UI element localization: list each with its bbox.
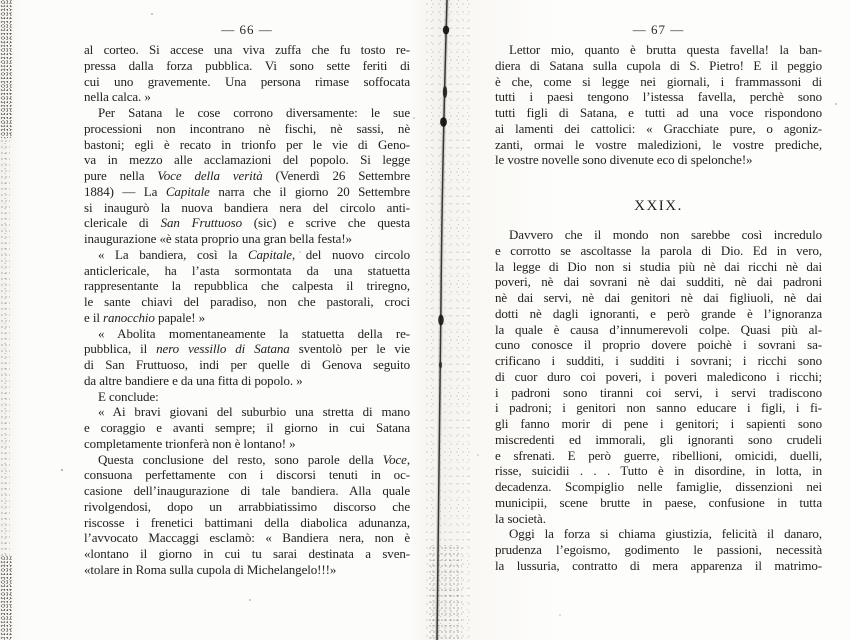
paragraph (84, 404, 410, 451)
page-body (84, 42, 410, 578)
text-line: la società. (495, 510, 546, 526)
text-line: pure nella Voce della verità (Venerdì 26 Settembre (84, 168, 410, 183)
scan-noise-gutter (424, 0, 472, 640)
text-line: pubblica, il nero vessillo di Satana sventolò per le vie (84, 341, 411, 357)
text-line: tutti i paesi tengono l’istessa favella, perchè sono (495, 89, 822, 105)
text-line: i padroni; i genitori non sanno educare i figli, i fi- (495, 400, 822, 416)
paragraph (495, 526, 822, 573)
text-line: pressa dalla forza pubblica. Vi sono sette feriti di (84, 57, 410, 73)
text-line: i padroni sono tiranni coi servi, i servi tradiscono (495, 384, 822, 400)
text-line: Per Satana le cose corrono diversamente: le sue (98, 105, 410, 120)
text-line: le sante chiavi del paradiso, non che pastorali, croci (84, 294, 410, 309)
text-line: la lussuria, contratto di mera apparenza il matrimo- (495, 557, 822, 573)
text-line: e il ranocchio papale! » (84, 309, 206, 325)
text-line: Oggi la forza si chiama giustizia, felicità il danaro, (509, 526, 822, 542)
paragraph (495, 227, 822, 526)
text-line: va in mezzo alle acclamazioni del popolo. Si legge (84, 152, 410, 168)
page-number: — 66 — (221, 22, 273, 37)
text-line: la legge di Dio non si studia più nè dai ricchi nè dai (495, 258, 822, 274)
paragraph (84, 42, 410, 105)
text-line: gli fanno morir di pene i genitori; i sapienti sono (495, 416, 822, 431)
text-line: zanti, ormai le vostre maledizioni, le vostre prediche, (495, 136, 822, 152)
text-line: bastoni; egli è recato in trionfo per le vie di Geno- (84, 136, 410, 152)
text-line: la quale è causa d’innumerevoli colpe. Quasi più al- (495, 321, 822, 337)
scan-noise-edge-top-left (0, 0, 13, 138)
text-line: è che, come si legge nei giornali, i frammassoni di (495, 73, 822, 89)
text-line: da altre bandiere e da una fitta di popolo. » (84, 372, 303, 388)
chapter-heading: XXIX. (634, 198, 683, 214)
text-line: poveri, nè dai sovrani nè dai sudditi, nè dai padroni (495, 274, 822, 290)
text-line: municipii, scene brutte in paese, confusione in tutta (495, 494, 822, 510)
text-line: e sfrenati. E però guerre, ribellioni, omicidi, duelli, (495, 447, 822, 463)
text-line: e coraggio e avanti sempre; il giorno in cui Satana (84, 420, 410, 435)
text-line: riscosse i frenetici battimani della diabolica adunanza, (84, 514, 410, 530)
paragraph (84, 247, 410, 326)
text-line: rappresentante la repubblica che calpesta il triregno, (84, 278, 410, 294)
text-line: Davvero che il mondo non sarebbe così incredulo (509, 227, 822, 242)
text-line: risse, suicidii . . . Tutto è in disordine, in lotta, in (495, 463, 822, 479)
text-line: cuno conosce il proprio dovere poichè i sovrani sa- (495, 337, 822, 353)
text-line: Lettor mio, quanto è brutta questa favella! la ban- (509, 42, 822, 57)
text-line: l’avvocato Maccaggi esclamò: « Bandiera nera, non è (84, 530, 410, 546)
page-number: — 67 — (632, 22, 685, 37)
paragraph (84, 105, 410, 247)
text-line: diera di Satana sulla cupola di S. Pietro! E il peggio (495, 57, 822, 73)
page-66 (84, 22, 410, 578)
text-line: cui uno gravemente. Una persona rimase soffocata (84, 73, 410, 89)
text-line: « Ai bravi giovani del suburbio una stretta di mano (98, 404, 410, 420)
text-line: miscredenti ed immorali, gli ignoranti sono crudeli (495, 431, 822, 447)
scan-noise-edge-bottom-left (0, 556, 12, 640)
text-line: le vostre novelle sono divenute eco di spelonche!» (495, 152, 753, 168)
text-line: rivolgendosi, dopo un arrabbiatissimo discorso che (84, 498, 410, 514)
text-line: inaugurazione «è stata proprio una gran bella festa!» (84, 231, 352, 246)
text-line: consuona perfettamente con i discorsi tenuti in oc- (84, 467, 410, 483)
text-line: e corrotto se ascoltasse la parola di Dio. Ed in vero, (495, 242, 822, 258)
text-line: ai lamenti dei cattolici: « Gracchiate pure, o agoniz- (495, 120, 822, 136)
text-line: 1884) — La Capitale narra che il giorno 20 Settembre (84, 183, 410, 199)
paragraph (84, 389, 410, 405)
paragraph (84, 452, 410, 578)
text-line: tutti figli di Satana, e tutti ad una voce rispondono (495, 105, 822, 120)
text-line: E conclude: (98, 388, 159, 404)
paragraph (495, 42, 822, 168)
text-line: casione dell’inaugurazione di tale bandiera. Alla quale (84, 483, 410, 498)
text-line: prudenza l’egoismo, godimento le passioni, necessità (495, 542, 822, 557)
page-67 (495, 22, 822, 574)
text-line: di San Fruttuoso, indi per quelle di Genova seguito (84, 357, 410, 372)
text-line: « Abolita momentaneamente la statuetta della re- (98, 325, 410, 341)
text-line: «lontano il giorno in cui tu sarai destinata a sven- (84, 546, 410, 561)
text-line: completamente trionferà non è lontano! » (84, 435, 296, 451)
text-line: « La bandiera, così la Capitale, del nuovo circolo (98, 246, 410, 262)
text-line: processioni non incontrano nè fischi, nè sassi, nè (84, 120, 410, 136)
text-line: nè dai servi, nè dai genitori nè dai figliuoli, nè dai (495, 290, 822, 305)
page-body (495, 42, 822, 574)
text-line: Questa conclusione del resto, sono parole della Voce, (98, 451, 410, 467)
text-line: al corteo. Si accese una viva zuffa che fu tosto re- (84, 42, 410, 57)
text-line: anticlericale, ha l’asta sormontata da una statuetta (84, 262, 410, 278)
text-line: dotti nè dagli ignoranti, e però grande è l’ignoranza (495, 305, 822, 321)
text-line: crificano i sudditi, i sudditi i sovrani; i ricchi sono (495, 353, 822, 368)
text-line: «tolare in Roma sulla cupola di Michelangelo!!!» (84, 561, 337, 577)
scan-noise-edge-left (0, 138, 10, 556)
scan-noise-gutter-bottom (428, 545, 462, 640)
paragraph (84, 326, 410, 389)
text-line: si inaugurò la nuova bandiera nera del circolo anti- (84, 199, 410, 215)
text-line: di cuor duro coi poveri, i poveri maledicono i ricchi; (495, 368, 822, 384)
text-line: nella calca. » (84, 89, 151, 105)
text-line: decadenza. Scompiglio nelle famiglie, dissenzioni nei (495, 479, 822, 494)
text-line: clericale di San Fruttuoso (sic) e scrive che questa (84, 215, 410, 231)
